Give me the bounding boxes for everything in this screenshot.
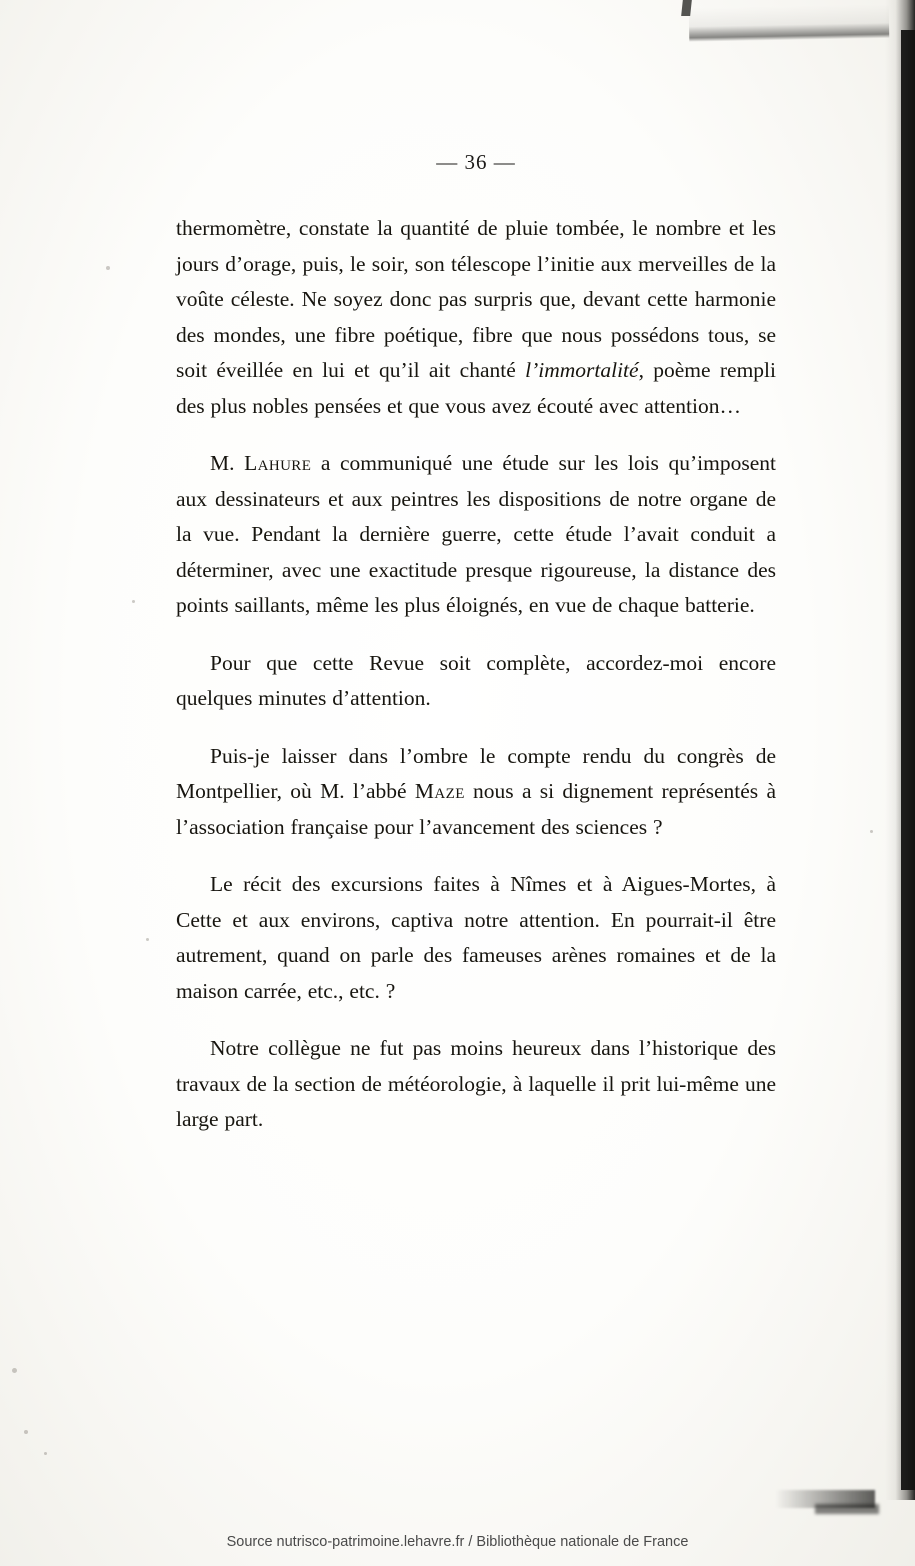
- scan-speck: [12, 1368, 17, 1373]
- para-thermometre: [176, 211, 776, 424]
- scan-speck: [132, 600, 135, 603]
- text-run: , poème rempli des plus nobles pensées et que vous avez écouté avec attention…: [176, 358, 777, 418]
- text-run: Pour que cette Revue soit complète, accordez-moi encore quelques minutes d’attention.: [176, 650, 776, 710]
- scan-speck: [24, 1430, 28, 1434]
- text-run: Notre collègue ne fut pas moins heureux dans l’historique des travaux de la section de météorologie, à laquelle il prit lui-même une large part.: [176, 1036, 776, 1131]
- bottom-edge-smudge-secondary: [815, 1504, 879, 1514]
- para-revue: [176, 646, 776, 717]
- page-text-column: [176, 150, 776, 1138]
- book-gutter-dark-band: [901, 30, 915, 1490]
- scan-speck: [44, 1452, 47, 1455]
- document-body: [176, 211, 776, 1138]
- page-number: — 36 —: [436, 150, 516, 174]
- text-run: Puis-je laisser dans l’ombre le compte rendu du congrès de Montpellier, où M. l’abbé: [176, 743, 776, 803]
- text-run: a communiqué une étude sur les lois qu’imposent aux dessinateurs et aux peintres les dispositions de notre organe de la vue. Pendant la dernière guerre, cette étude l’avait conduit a déterminer, avec une exactitude presque rigoureuse, la distance des points saillants, même les plus éloignés, en vue de chaque batterie.: [176, 451, 776, 617]
- page-corner-shadow: [689, 4, 890, 42]
- text-run-smallcaps: Maze: [414, 779, 465, 803]
- text-run: thermomètre, constate la quantité de pluie tombée, le nombre et les jours d’orage, puis, le soir, son télescope l’initie aux merveilles de la voûte céleste. Ne soyez donc pas surpris que, devant cette harmonie des mondes, une fibre poétique, fibre que nous possédons tous, se soit éveillée en lui et qu’il ait chanté: [176, 216, 776, 382]
- text-run: M.: [210, 451, 245, 475]
- scan-speck: [146, 938, 149, 941]
- scan-speck: [106, 266, 110, 270]
- source-attribution: Source nutrisco-patrimoine.lehavre.fr / Bibliothèque nationale de France: [226, 1534, 689, 1550]
- text-run: nous a si dignement représentés à l’association française pour l’avancement des sciences ?: [176, 779, 776, 839]
- page-edge-nick: [681, 0, 692, 16]
- para-lahure: [176, 446, 776, 624]
- para-nimes: [176, 867, 776, 1009]
- para-collegue: [176, 1031, 776, 1138]
- text-run-italic: l’immortalité: [525, 358, 639, 382]
- para-montpellier: [176, 739, 776, 846]
- text-run-smallcaps: Lahure: [244, 451, 312, 475]
- text-run: Le récit des excursions faites à Nîmes et à Aigues-Mortes, à Cette et aux environs, captiva notre attention. En pourrait-il être autrement, quand on parle des fameuses arènes romaines et de la maison carrée, etc., etc. ?: [176, 872, 776, 1003]
- scan-speck: [870, 830, 873, 833]
